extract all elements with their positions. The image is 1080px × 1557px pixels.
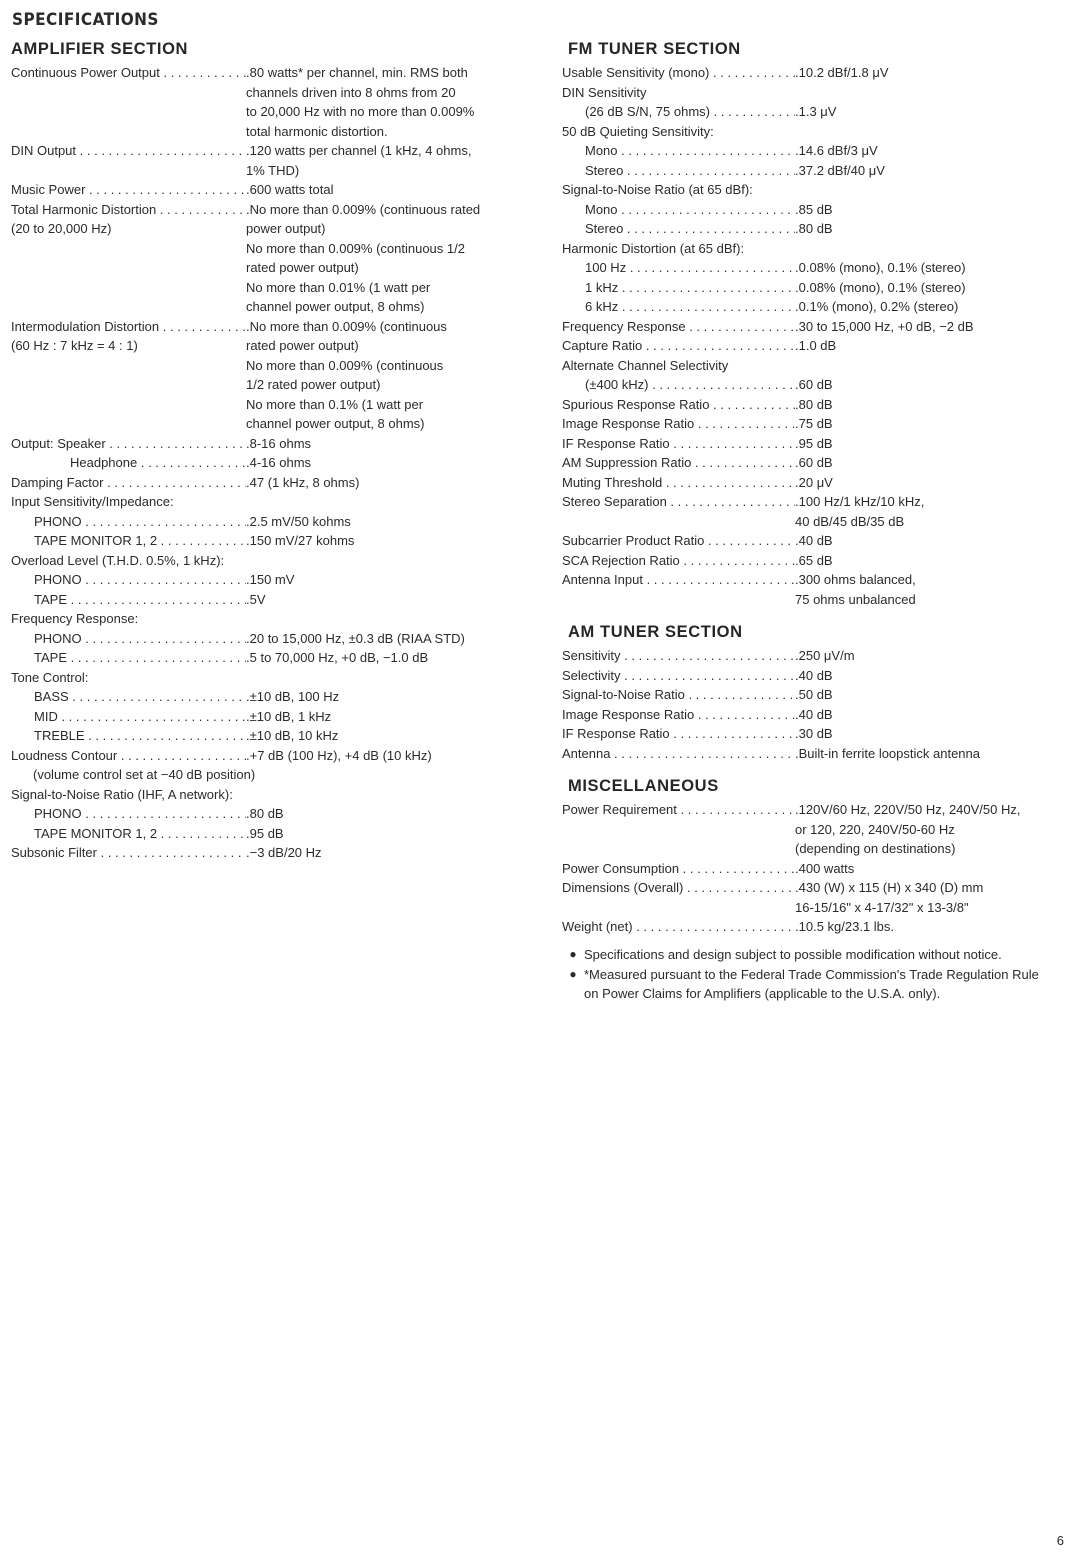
spec-label: Image Response Ratio . . . bbox=[562, 705, 795, 725]
spec-row bbox=[562, 570, 1077, 609]
spec-label: TAPE MONITOR 1, 2 . . . bbox=[11, 531, 246, 551]
am-tuner-section-title: AM TUNER SECTION bbox=[568, 623, 743, 641]
spec-value: . 10.2 dBf/1.8 μV bbox=[795, 63, 1077, 83]
spec-label: Dimensions (Overall) . . . bbox=[562, 878, 795, 917]
spec-row bbox=[562, 239, 1077, 259]
spec-row bbox=[11, 707, 541, 727]
spec-label: Frequency Response . . . bbox=[562, 317, 795, 337]
spec-label: Intermodulation Distortion . . . bbox=[11, 317, 246, 337]
am-tuner-spec-list bbox=[562, 646, 1077, 763]
spec-label: Power Requirement . . . bbox=[562, 800, 795, 859]
spec-row bbox=[11, 668, 541, 688]
bullet-icon: ● bbox=[569, 946, 577, 961]
spec-row bbox=[562, 744, 1077, 764]
spec-value: . 120V/60 Hz, 220V/50 Hz, 240V/50 Hz, or 120, 220, 240V/50-60 Hz (depending on destinations) bbox=[795, 800, 1077, 859]
spec-label: Selectivity . . . bbox=[562, 666, 795, 686]
footnote-text: Specifications and design subject to possible modification without notice. bbox=[584, 946, 1002, 962]
spec-row bbox=[11, 219, 541, 317]
spec-value: . 120 watts per channel (1 kHz, 4 ohms, 1% THD) bbox=[246, 141, 541, 180]
spec-value: . 300 ohms balanced, 75 ohms unbalanced bbox=[795, 570, 1077, 609]
spec-label: TREBLE . . . bbox=[11, 726, 246, 746]
spec-row bbox=[562, 395, 1077, 415]
spec-row bbox=[11, 141, 541, 180]
spec-label: PHONO . . . bbox=[11, 804, 246, 824]
spec-label: Music Power . . . bbox=[11, 180, 246, 200]
spec-row bbox=[562, 705, 1077, 725]
spec-label: Subsonic Filter . . . bbox=[11, 843, 246, 863]
spec-row bbox=[11, 726, 541, 746]
spec-value: . 400 watts bbox=[795, 859, 1077, 879]
spec-label: (±400 kHz) . . . bbox=[562, 375, 795, 395]
fm-tuner-spec-list bbox=[562, 63, 1077, 609]
spec-row bbox=[562, 551, 1077, 571]
spec-label: Continuous Power Output . . . bbox=[11, 63, 246, 141]
spec-row bbox=[11, 785, 541, 805]
spec-row bbox=[562, 161, 1077, 181]
spec-row bbox=[11, 804, 541, 824]
spec-row bbox=[562, 336, 1077, 356]
spec-row bbox=[562, 646, 1077, 666]
spec-row bbox=[562, 414, 1077, 434]
spec-value: . 80 watts* per channel, min. RMS both channels driven into 8 ohms from 20 to 20,000 Hz with no more than 0.009% total harmonic distortion. bbox=[246, 63, 541, 141]
spec-row bbox=[11, 473, 541, 493]
spec-value: . 80 dB bbox=[795, 219, 1077, 239]
spec-label: Usable Sensitivity (mono) . . . bbox=[562, 63, 795, 83]
spec-value: . 47 (1 kHz, 8 ohms) bbox=[246, 473, 541, 493]
spec-label: IF Response Ratio . . . bbox=[562, 724, 795, 744]
amplifier-spec-list bbox=[11, 63, 541, 863]
spec-row bbox=[562, 878, 1077, 917]
spec-label: DIN Sensitivity bbox=[562, 84, 647, 100]
spec-row bbox=[11, 843, 541, 863]
spec-row bbox=[562, 200, 1077, 220]
fm-tuner-section-title: FM TUNER SECTION bbox=[568, 40, 741, 58]
spec-value: . +7 dB (100 Hz), +4 dB (10 kHz) bbox=[246, 746, 541, 766]
spec-value: . 14.6 dBf/3 μV bbox=[795, 141, 1077, 161]
spec-row bbox=[11, 180, 541, 200]
spec-value: . 0.08% (mono), 0.1% (stereo) bbox=[795, 278, 1077, 298]
spec-label: Overload Level (T.H.D. 0.5%, 1 kHz): bbox=[11, 552, 225, 568]
spec-row bbox=[11, 200, 541, 220]
spec-label: Signal-to-Noise Ratio . . . bbox=[562, 685, 795, 705]
spec-label: TAPE MONITOR 1, 2 . . . bbox=[11, 824, 246, 844]
spec-value: . 30 dB bbox=[795, 724, 1077, 744]
spec-label: Antenna . . . bbox=[562, 744, 795, 764]
spec-value: . 5 to 70,000 Hz, +0 dB, −1.0 dB bbox=[246, 648, 541, 668]
spec-label: Alternate Channel Selectivity bbox=[562, 357, 729, 373]
spec-label: Muting Threshold . . . bbox=[562, 473, 795, 493]
spec-label: Stereo . . . bbox=[562, 219, 795, 239]
spec-value: . ±10 dB, 1 kHz bbox=[246, 707, 541, 727]
spec-value: . 95 dB bbox=[246, 824, 541, 844]
spec-label: Power Consumption . . . bbox=[562, 859, 795, 879]
spec-value: . 1.0 dB bbox=[795, 336, 1077, 356]
spec-value: . 4-16 ohms bbox=[246, 453, 541, 473]
spec-label: Antenna Input . . . bbox=[562, 570, 795, 609]
spec-row bbox=[562, 685, 1077, 705]
footnote-item bbox=[562, 945, 1077, 965]
spec-value: . ±10 dB, 10 kHz bbox=[246, 726, 541, 746]
spec-value: . 60 dB bbox=[795, 453, 1077, 473]
spec-label: Capture Ratio . . . bbox=[562, 336, 795, 356]
spec-row bbox=[562, 180, 1077, 200]
spec-value: . −3 dB/20 Hz bbox=[246, 843, 541, 863]
spec-row bbox=[562, 917, 1077, 937]
spec-row bbox=[562, 83, 1077, 103]
spec-value: . 0.1% (mono), 0.2% (stereo) bbox=[795, 297, 1077, 317]
spec-value: . ±10 dB, 100 Hz bbox=[246, 687, 541, 707]
spec-row bbox=[11, 317, 541, 337]
spec-row bbox=[562, 317, 1077, 337]
spec-row bbox=[11, 609, 541, 629]
spec-label: 50 dB Quieting Sensitivity: bbox=[562, 123, 714, 139]
spec-label: Sensitivity . . . bbox=[562, 646, 795, 666]
spec-value: . 30 to 15,000 Hz, +0 dB, −2 dB bbox=[795, 317, 1077, 337]
spec-row bbox=[562, 122, 1077, 142]
spec-row bbox=[11, 590, 541, 610]
spec-label: Harmonic Distortion (at 65 dBf): bbox=[562, 240, 745, 256]
spec-row bbox=[11, 434, 541, 454]
spec-row bbox=[562, 102, 1077, 122]
spec-value: . 150 mV/27 kohms bbox=[246, 531, 541, 551]
spec-row bbox=[562, 297, 1077, 317]
spec-label: 1 kHz . . . bbox=[562, 278, 795, 298]
spec-value: power output) No more than 0.009% (continuous 1/2 rated power output) No more than 0.01% (1 watt per channel power output, 8 ohms) bbox=[246, 221, 465, 314]
spec-label: Spurious Response Ratio . . . bbox=[562, 395, 795, 415]
spec-label: BASS . . . bbox=[11, 687, 246, 707]
spec-label: Image Response Ratio . . . bbox=[562, 414, 795, 434]
left-column bbox=[11, 40, 541, 863]
spec-row bbox=[11, 492, 541, 512]
spec-row bbox=[562, 434, 1077, 454]
spec-label: TAPE . . . bbox=[11, 590, 246, 610]
spec-value: . No more than 0.009% (continuous rated bbox=[246, 200, 541, 220]
spec-label: 100 Hz . . . bbox=[562, 258, 795, 278]
spec-row bbox=[11, 63, 541, 141]
spec-value: . 40 dB bbox=[795, 531, 1077, 551]
spec-row bbox=[11, 687, 541, 707]
spec-label: Weight (net) . . . bbox=[562, 917, 795, 937]
spec-label: TAPE . . . bbox=[11, 648, 246, 668]
spec-row bbox=[11, 336, 541, 434]
spec-row bbox=[11, 570, 541, 590]
spec-label: Subcarrier Product Ratio . . . bbox=[562, 531, 795, 551]
spec-row bbox=[562, 219, 1077, 239]
spec-row bbox=[562, 800, 1077, 859]
spec-row bbox=[11, 453, 541, 473]
spec-row bbox=[562, 258, 1077, 278]
page-title: SPECIFICATIONS bbox=[12, 10, 159, 30]
spec-label: Stereo Separation . . . bbox=[562, 492, 795, 531]
spec-label: Total Harmonic Distortion . . . bbox=[11, 200, 246, 220]
spec-value: . 37.2 dBf/40 μV bbox=[795, 161, 1077, 181]
spec-value: . 75 dB bbox=[795, 414, 1077, 434]
spec-label: Output: Speaker . . . bbox=[11, 434, 246, 454]
spec-row bbox=[11, 824, 541, 844]
spec-label: Loudness Contour . . . bbox=[11, 746, 246, 766]
spec-label: (volume control set at −40 dB position) bbox=[33, 767, 256, 782]
spec-value: . 8-16 ohms bbox=[246, 434, 541, 454]
spec-value: . 60 dB bbox=[795, 375, 1077, 395]
spec-value: . 20 to 15,000 Hz, ±0.3 dB (RIAA STD) bbox=[246, 629, 541, 649]
spec-value: . 2.5 mV/50 kohms bbox=[246, 512, 541, 532]
spec-row bbox=[562, 666, 1077, 686]
spec-value: . 85 dB bbox=[795, 200, 1077, 220]
bullet-icon: ● bbox=[569, 966, 577, 981]
spec-value: . 50 dB bbox=[795, 685, 1077, 705]
spec-value: . 80 dB bbox=[246, 804, 541, 824]
spec-value: . 0.08% (mono), 0.1% (stereo) bbox=[795, 258, 1077, 278]
footnote-item bbox=[562, 965, 1077, 1004]
spec-row bbox=[562, 531, 1077, 551]
footnotes bbox=[562, 945, 1077, 1004]
spec-value: . 250 μV/m bbox=[795, 646, 1077, 666]
spec-value: rated power output) No more than 0.009% (continuous 1/2 rated power output) No more than 0.1% (1 watt per channel power output, 8 ohms) bbox=[246, 338, 444, 431]
spec-value: . 95 dB bbox=[795, 434, 1077, 454]
spec-value: . 65 dB bbox=[795, 551, 1077, 571]
spec-label: PHONO . . . bbox=[11, 570, 246, 590]
spec-row bbox=[11, 512, 541, 532]
spec-label: Mono . . . bbox=[562, 141, 795, 161]
spec-label: Stereo . . . bbox=[562, 161, 795, 181]
page-number: 6 bbox=[1056, 1533, 1064, 1548]
spec-value: . 40 dB bbox=[795, 705, 1077, 725]
spec-value: . 40 dB bbox=[795, 666, 1077, 686]
spec-label: IF Response Ratio . . . bbox=[562, 434, 795, 454]
spec-row bbox=[11, 551, 541, 571]
spec-row bbox=[562, 473, 1077, 493]
spec-label: MID . . . bbox=[11, 707, 246, 727]
spec-label: Damping Factor . . . bbox=[11, 473, 246, 493]
spec-row bbox=[562, 375, 1077, 395]
spec-label: Mono . . . bbox=[562, 200, 795, 220]
right-column bbox=[562, 40, 1077, 1004]
spec-value: . Built-in ferrite loopstick antenna bbox=[795, 744, 1077, 764]
spec-label: Tone Control: bbox=[11, 669, 89, 685]
spec-label: 6 kHz . . . bbox=[562, 297, 795, 317]
spec-row bbox=[562, 278, 1077, 298]
spec-value: . 150 mV bbox=[246, 570, 541, 590]
spec-row bbox=[562, 724, 1077, 744]
spec-value: . 10.5 kg/23.1 lbs. bbox=[795, 917, 1077, 937]
spec-label: (60 Hz : 7 kHz = 4 : 1) bbox=[11, 338, 138, 353]
spec-value: . 80 dB bbox=[795, 395, 1077, 415]
spec-label: Signal-to-Noise Ratio (at 65 dBf): bbox=[562, 182, 753, 197]
spec-row bbox=[562, 453, 1077, 473]
miscellaneous-spec-list bbox=[562, 800, 1077, 937]
spec-value: . 100 Hz/1 kHz/10 kHz, 40 dB/45 dB/35 dB bbox=[795, 492, 1077, 531]
spec-value: . 1.3 μV bbox=[795, 102, 1077, 122]
spec-row bbox=[11, 531, 541, 551]
spec-value: . No more than 0.009% (continuous bbox=[246, 317, 541, 337]
spec-row bbox=[11, 648, 541, 668]
spec-row bbox=[11, 746, 541, 766]
spec-row bbox=[562, 492, 1077, 531]
amplifier-section-title: AMPLIFIER SECTION bbox=[11, 40, 189, 58]
spec-value: . 600 watts total bbox=[246, 180, 541, 200]
spec-label: AM Suppression Ratio . . . bbox=[562, 453, 795, 473]
spec-label: PHONO . . . bbox=[11, 629, 246, 649]
spec-label: SCA Rejection Ratio . . . bbox=[562, 551, 795, 571]
spec-row bbox=[562, 141, 1077, 161]
footnote-text: *Measured pursuant to the Federal Trade Commission's Trade Regulation Rule on Power Claims for Amplifiers (applicable to the U.S.A. only). bbox=[584, 966, 1039, 1001]
spec-row bbox=[11, 765, 541, 785]
miscellaneous-section-title: MISCELLANEOUS bbox=[568, 777, 719, 795]
spec-label: Input Sensitivity/Impedance: bbox=[11, 494, 174, 509]
spec-value: . 5V bbox=[246, 590, 541, 610]
spec-label: PHONO . . . bbox=[11, 512, 246, 532]
spec-label: Headphone . . . bbox=[11, 453, 246, 473]
spec-row bbox=[562, 356, 1077, 376]
spec-row bbox=[562, 859, 1077, 879]
spec-label: DIN Output . . . bbox=[11, 141, 246, 180]
spec-label: Signal-to-Noise Ratio (IHF, A network): bbox=[11, 786, 233, 802]
spec-label: (26 dB S/N, 75 ohms) . . . bbox=[562, 102, 795, 122]
spec-label: (20 to 20,000 Hz) bbox=[11, 221, 112, 236]
spec-value: . 430 (W) x 115 (H) x 340 (D) mm 16-15/16" x 4-17/32" x 13-3/8" bbox=[795, 878, 1077, 917]
spec-row bbox=[562, 63, 1077, 83]
spec-row bbox=[11, 629, 541, 649]
spec-value: . 20 μV bbox=[795, 473, 1077, 493]
spec-label: Frequency Response: bbox=[11, 611, 139, 626]
